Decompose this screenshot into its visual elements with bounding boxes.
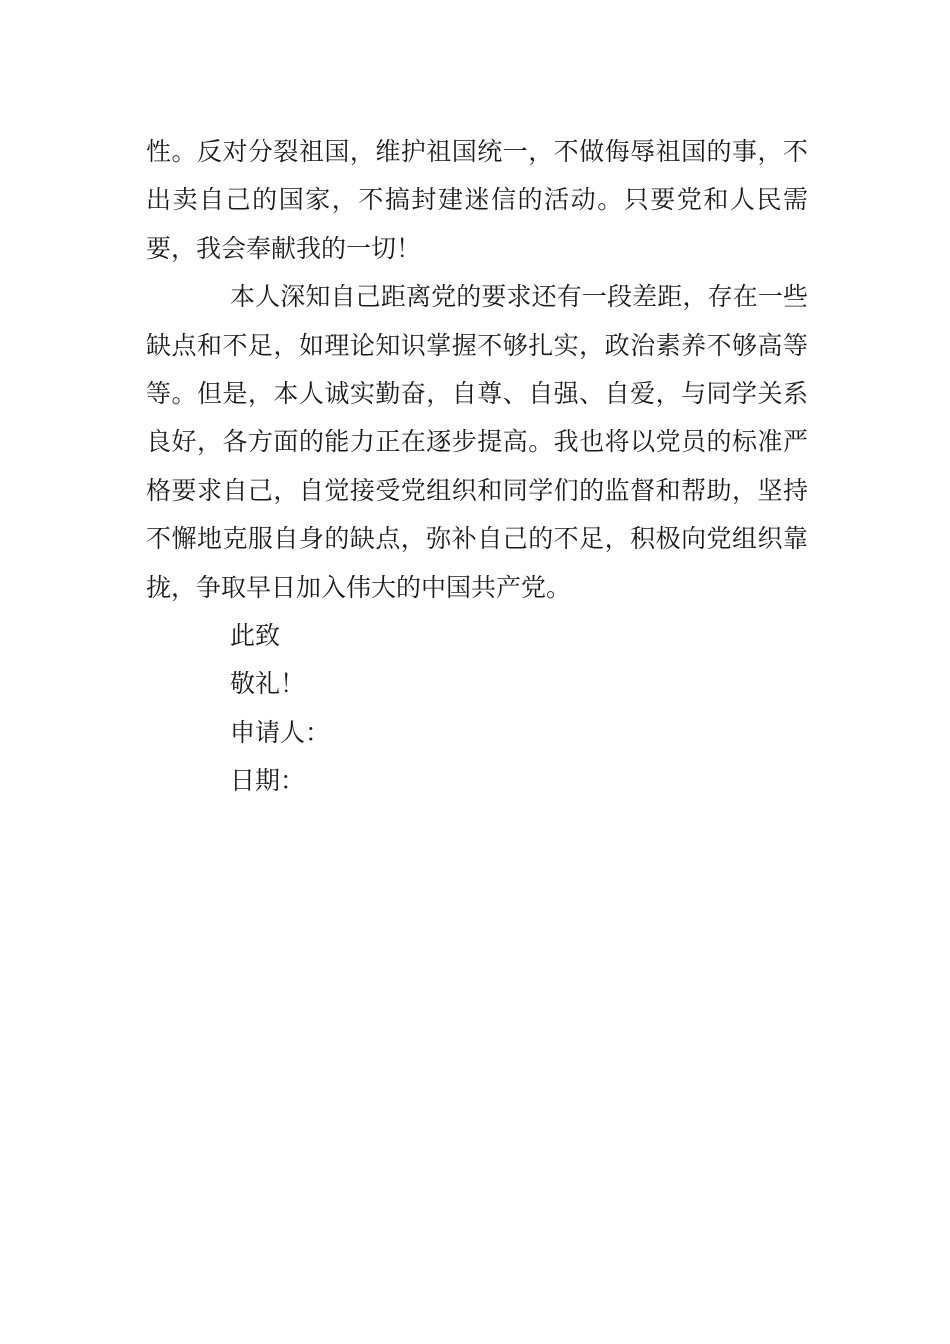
paragraph-self-assessment: 本人深知自己距离党的要求还有一段差距，存在一些缺点和不足，如理论知识掌握不够扎实，政治素养不够高等等。但是，本人诚实勤奋，自尊、自强、自爱，与同学关系良好，各方面的能力正在逐步提高。我也将以党员的标准严格要求自己，自觉接受党组织和同学们的监督和帮助，坚持不懈地克服自身的缺点，弥补自己的不足，积极向党组织靠拢，争取早日加入伟大的中国共产党。	[146, 282, 808, 602]
closing-regards: 敬礼！	[230, 669, 306, 699]
applicant-label: 申请人：	[230, 717, 331, 747]
paragraph-continuation: 性。反对分裂祖国，维护祖国统一，不做侮辱祖国的事，不出卖自己的国家，不搞封建迷信的活动。只要党和人民需要，我会奉献我的一切！	[146, 137, 808, 263]
closing-salutation: 此致	[230, 621, 281, 651]
date-label: 日期：	[230, 766, 306, 796]
letter-body	[146, 128, 808, 806]
